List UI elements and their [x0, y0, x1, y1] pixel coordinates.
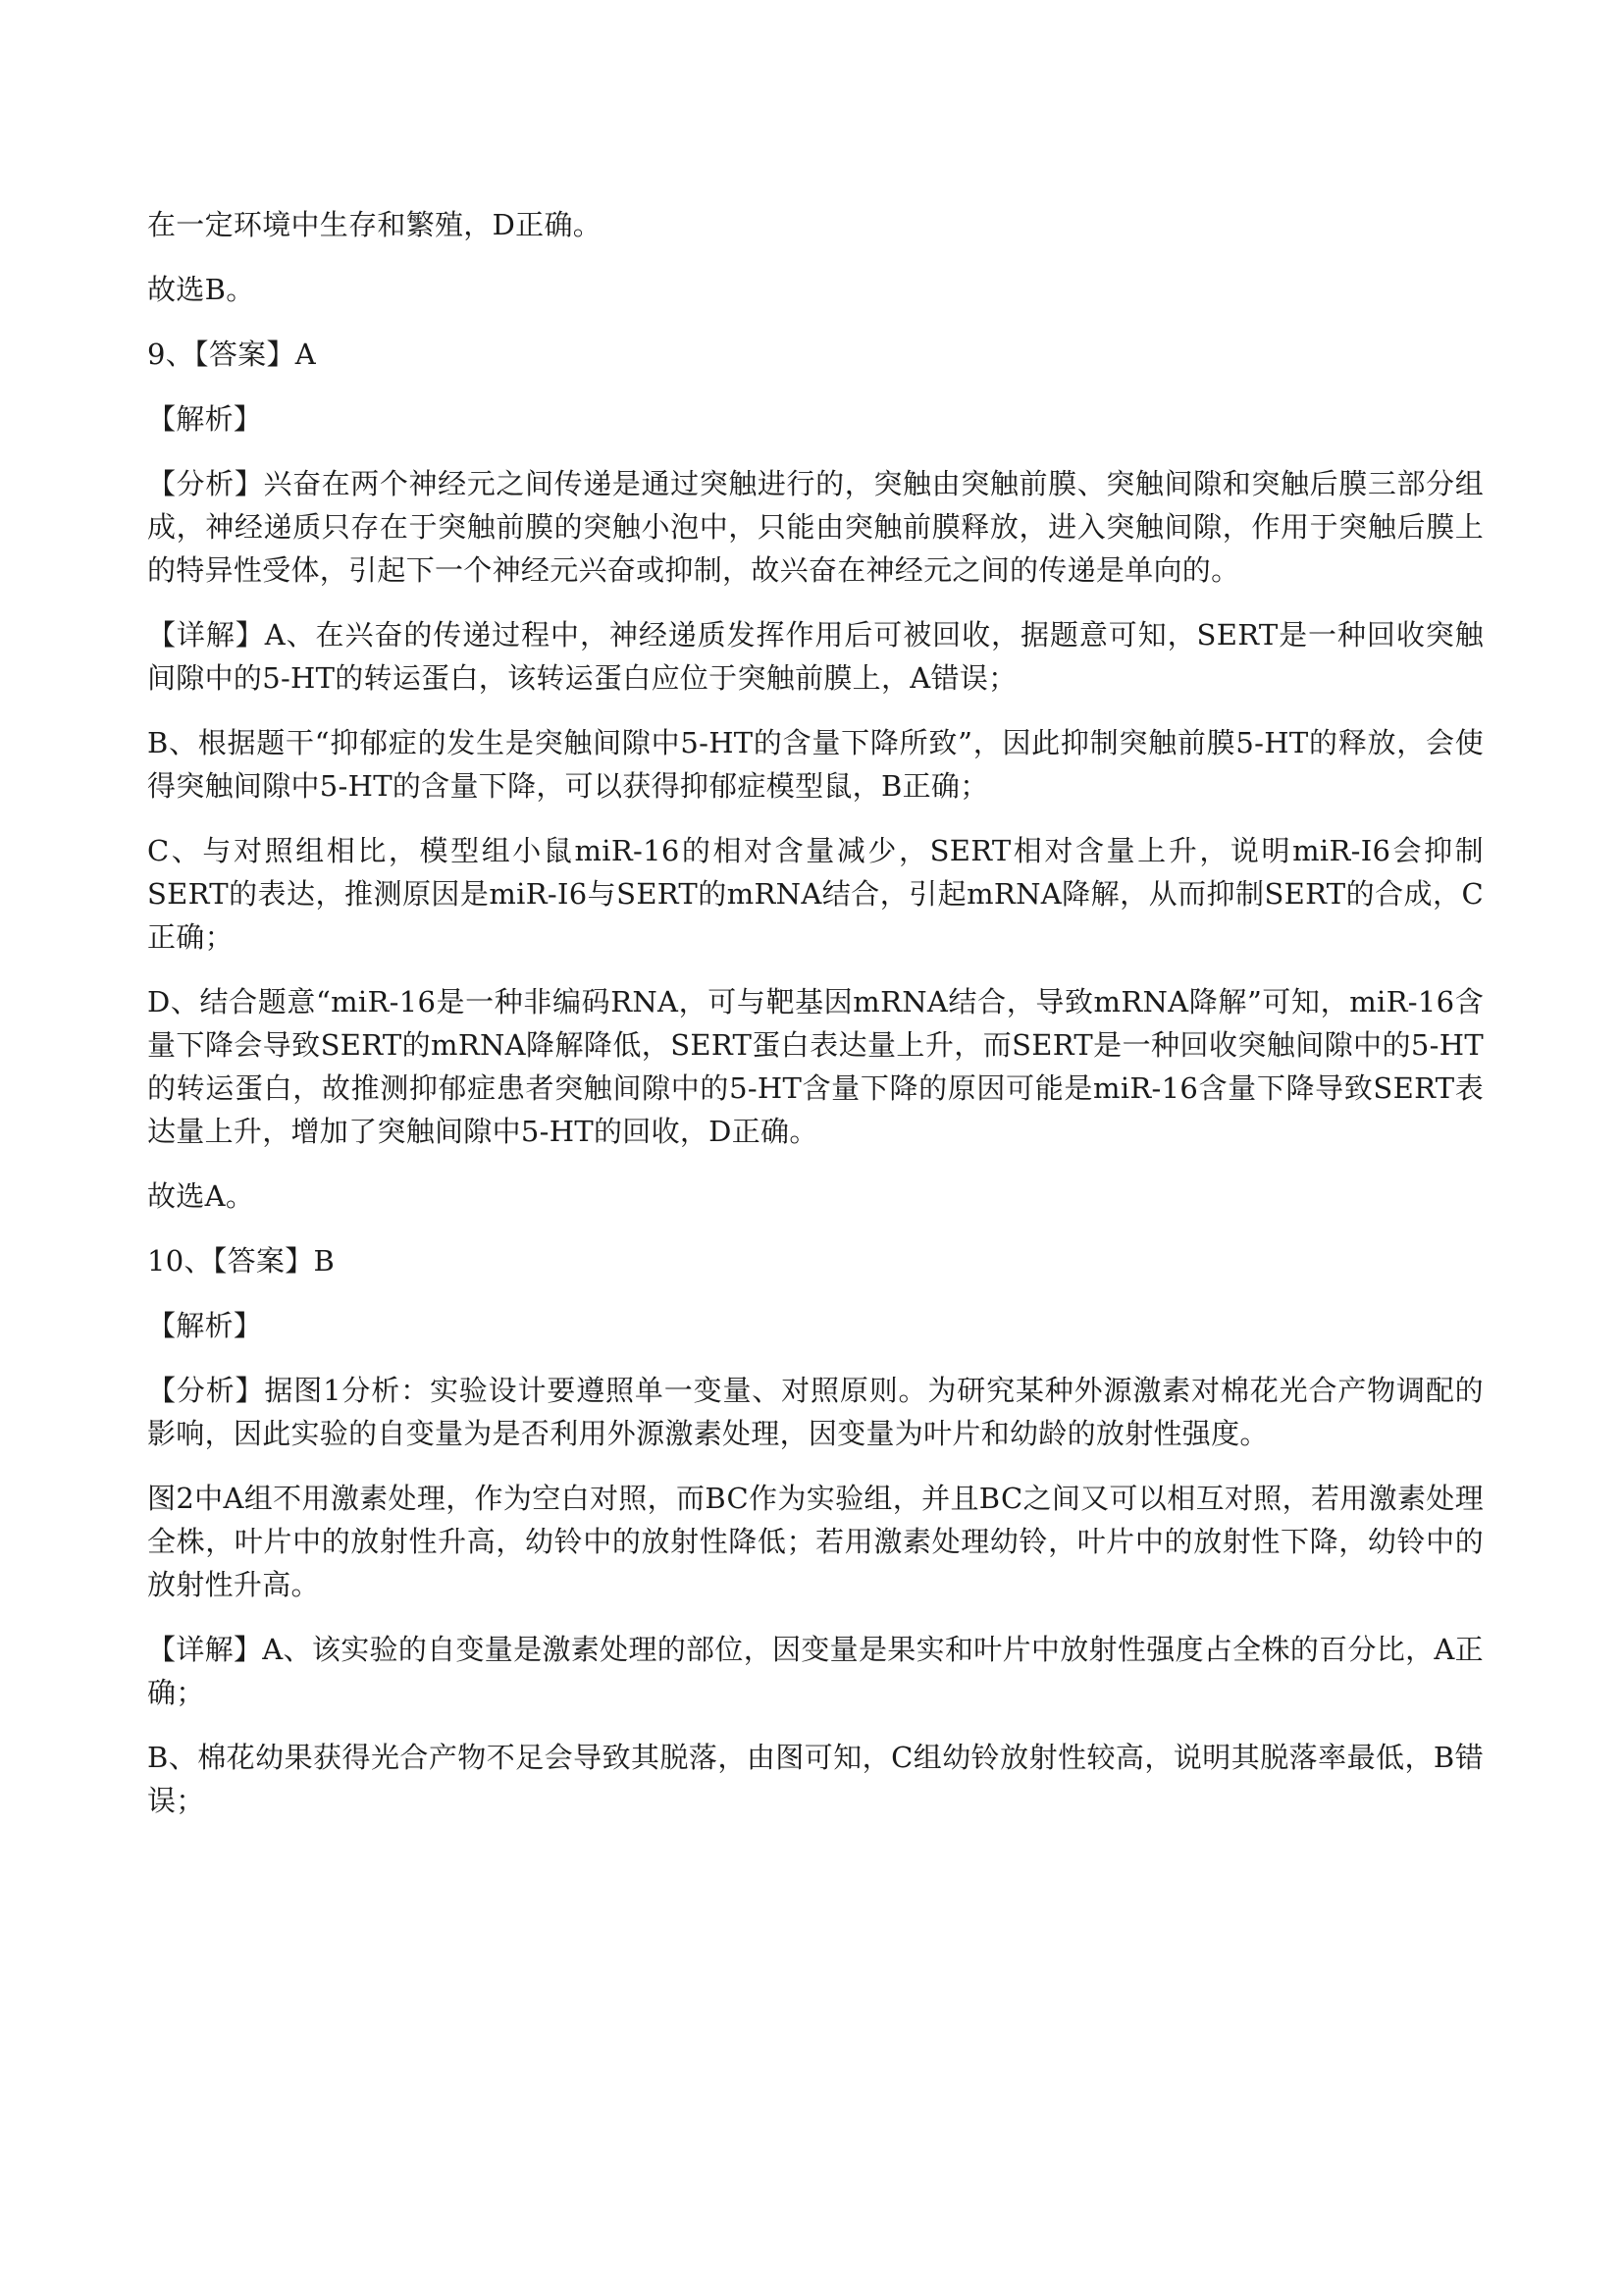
choice-b-line: 故选B。 [147, 273, 255, 306]
document-page [147, 203, 1484, 1844]
q10-detail-b: B、棉花幼果获得光合产物不足会导致其脱落，由图可知，C组幼铃放射性较高，说明其脱落率最低，B错误； [147, 1741, 1484, 1817]
q9-answer: 9、【答案】A [147, 338, 316, 371]
q10-analysis-heading: 【解析】 [147, 1309, 263, 1342]
q9-detail-c: C、与对照组相比，模型组小鼠miR-16的相对含量减少，SERT相对含量上升，说明miR-I6会抑制SERT的表达，推测原因是miR-I6与SERT的mRNA结合，引起mRNA降解，从而抑制SERT的合成，C正确； [147, 834, 1484, 954]
q10-figure2-paragraph: 图2中A组不用激素处理，作为空白对照，而BC作为实验组，并且BC之间又可以相互对照，若用激素处理全株，叶片中的放射性升高，幼铃中的放射性降低；若用激素处理幼铃，叶片中的放射性下降，幼铃中的放射性升高。 [147, 1482, 1484, 1601]
q10-answer: 10、【答案】B [147, 1244, 336, 1278]
q10-analysis-paragraph: 【分析】据图1分析：实验设计要遵照单一变量、对照原则。为研究某种外源激素对棉花光合产物调配的影响，因此实验的自变量为是否利用外源激素处理，因变量为叶片和幼龄的放射性强度。 [147, 1374, 1484, 1450]
q9-analysis-paragraph: 【分析】兴奋在两个神经元之间传递是通过突触进行的，突触由突触前膜、突触间隙和突触后膜三部分组成，神经递质只存在于突触前膜的突触小泡中，只能由突触前膜释放，进入突触间隙，作用于突触后膜上的特异性受体，引起下一个神经元兴奋或抑制，故兴奋在神经元之间的传递是单向的。 [147, 467, 1484, 587]
q9-analysis-heading: 【解析】 [147, 402, 263, 436]
q9-detail-b: B、根据题干“抑郁症的发生是突触间隙中5-HT的含量下降所致”，因此抑制突触前膜5-HT的释放，会使得突触间隙中5-HT的含量下降，可以获得抑郁症模型鼠，B正确； [147, 726, 1484, 803]
q9-detail-a: 【详解】A、在兴奋的传递过程中，神经递质发挥作用后可被回收，据题意可知，SERT是一种回收突触间隙中的5-HT的转运蛋白，该转运蛋白应位于突触前膜上，A错误； [147, 618, 1484, 695]
q10-detail-a: 【详解】A、该实验的自变量是激素处理的部位，因变量是果实和叶片中放射性强度占全株的百分比，A正确； [147, 1633, 1484, 1709]
q9-detail-d: D、结合题意“miR-16是一种非编码RNA，可与靶基因mRNA结合，导致mRNA降解”可知，miR-16含量下降会导致SERT的mRNA降解降低，SERT蛋白表达量上升，而SERT是一种回收突触间隙中的5-HT的转运蛋白，故推测抑郁症患者突触间隙中的5-HT含量下降的原因可能是miR-16含量下降导致SERT表达量上升，增加了突触间隙中5-HT的回收，D正确。 [147, 985, 1484, 1148]
choice-a-line: 故选A。 [147, 1179, 255, 1213]
paragraph-d-conclusion: 在一定环境中生存和繁殖，D正确。 [147, 208, 602, 241]
